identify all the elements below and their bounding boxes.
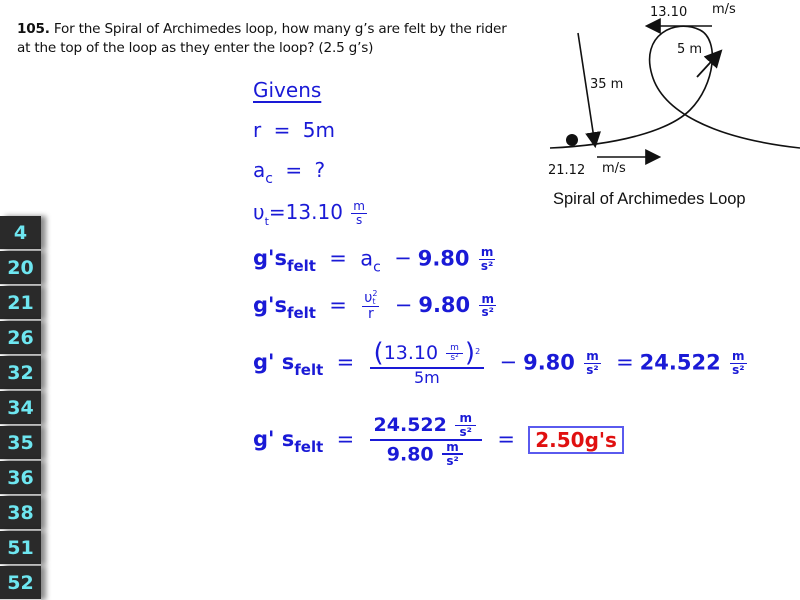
loop-track-icon <box>550 26 800 148</box>
equation-2 <box>253 290 498 322</box>
velocity-subscript: t <box>264 215 269 228</box>
result-unit <box>730 350 747 377</box>
equals-sign: = <box>273 118 291 142</box>
gravity-value: 9.80 <box>417 246 470 271</box>
velocity-value: 13.10 <box>285 200 343 224</box>
nav-tab[interactable]: 26 <box>0 321 41 355</box>
gs-label: g' s <box>253 350 295 375</box>
minus-sign: − <box>394 246 412 271</box>
nav-tab[interactable]: 36 <box>0 461 41 495</box>
question-body: For the Spiral of Archimedes loop, how many g’s are felt by the rider at the top of the loop as they enter the loop? (2.5 g’s) <box>17 21 507 56</box>
unit-numerator: m <box>481 291 494 306</box>
nav-tab[interactable]: 38 <box>0 496 41 530</box>
unit-denominator: s² <box>459 424 472 439</box>
givens-heading: Givens <box>253 78 322 102</box>
velocity-unit <box>351 200 367 227</box>
paren-close: ) <box>464 338 476 368</box>
unit-denominator: s² <box>732 362 745 377</box>
rider-ball-icon <box>566 134 578 146</box>
given-tangential-velocity <box>253 200 369 228</box>
equals-sign: = <box>285 158 303 182</box>
inner-value: 13.10 <box>383 342 439 365</box>
given-radius <box>253 118 335 142</box>
paren-open: ( <box>373 338 384 368</box>
final-answer-box: 2.50g's <box>528 426 624 454</box>
equation-4 <box>253 412 624 469</box>
gs-felt-symbol <box>253 350 324 380</box>
height-label: 35 m <box>590 77 624 92</box>
gs-label: g's <box>253 246 287 271</box>
unit-denominator: s² <box>446 454 459 469</box>
radius-symbol: r <box>253 118 262 142</box>
nav-tab[interactable]: 20 <box>0 251 41 285</box>
radius-label: 5 m <box>677 42 703 57</box>
intermediate-result: 24.522 <box>639 350 721 375</box>
bottom-speed-value: 21.12 <box>548 163 586 178</box>
gravity-unit <box>584 350 601 377</box>
velocity-squared-over-radius <box>370 340 485 387</box>
fraction-numerator <box>370 340 485 369</box>
unit-numerator: m <box>732 349 745 364</box>
velocity-symbol: υ <box>253 200 265 224</box>
minus-sign: − <box>394 293 413 318</box>
fraction-denominator: r <box>367 306 374 322</box>
unit-numerator: m <box>586 349 599 364</box>
equals-sign: = <box>336 427 355 452</box>
superscript: 2 <box>372 289 378 298</box>
equals-sign: = <box>616 350 634 375</box>
top-speed-unit: m/s <box>712 2 736 17</box>
nav-tab[interactable]: 52 <box>0 566 41 600</box>
gravity-unit <box>479 246 496 273</box>
gravity-value: 9.80 <box>418 293 471 318</box>
gravity-value: 9.80 <box>523 350 575 375</box>
gs-felt-symbol <box>253 246 316 276</box>
numerator-value: 24.522 <box>373 413 447 436</box>
fraction-denominator <box>385 441 467 469</box>
gs-subscript: felt <box>294 438 324 457</box>
diagram-caption: Spiral of Archimedes Loop <box>553 190 746 208</box>
accel-term: a <box>360 246 374 271</box>
unit-denominator: s² <box>450 352 459 363</box>
accel-subscript: c <box>373 259 381 276</box>
v-squared-over-r <box>362 290 379 322</box>
unit-denominator: s² <box>480 258 494 273</box>
fraction-denominator: 5m <box>413 368 440 388</box>
unit-numerator: m <box>455 412 476 426</box>
nav-tab[interactable]: 51 <box>0 531 41 565</box>
exponent: 2 <box>475 347 481 357</box>
equation-3 <box>253 340 749 387</box>
unit-numerator: m <box>480 245 494 259</box>
nav-tab[interactable]: 21 <box>0 286 41 320</box>
accel-subscript: c <box>265 171 273 187</box>
equation-1 <box>253 246 497 275</box>
question-number: 105. <box>17 21 50 37</box>
gs-subscript: felt <box>294 361 324 380</box>
loop-diagram <box>540 0 800 220</box>
denominator-value: 9.80 <box>386 443 434 466</box>
loop-diagram-svg <box>540 0 800 220</box>
unit-numerator: m <box>353 199 365 214</box>
equals-sign: = <box>329 246 347 271</box>
radius-value: 5m <box>302 118 335 142</box>
nav-tab[interactable]: 35 <box>0 426 41 460</box>
accel-symbol: a <box>253 158 266 182</box>
nav-tab[interactable]: 34 <box>0 391 41 425</box>
bottom-speed-unit: m/s <box>602 161 626 176</box>
slide-nav-sidebar <box>0 216 50 600</box>
gs-felt-symbol <box>253 427 324 457</box>
equals-sign: = <box>336 350 355 375</box>
unit-denominator: s <box>356 212 363 227</box>
unit-numerator: m <box>446 344 463 354</box>
minus-sign: − <box>499 350 518 375</box>
gs-label: g' s <box>253 427 295 452</box>
equals-sign: = <box>268 200 286 224</box>
top-speed-value: 13.10 <box>650 5 688 20</box>
unit-denominator: s² <box>481 305 494 320</box>
denominator-unit <box>442 441 463 469</box>
fraction-numerator <box>370 412 482 441</box>
unit-denominator: s² <box>586 362 599 377</box>
gs-subscript: felt <box>286 257 316 276</box>
gravity-unit <box>479 293 496 320</box>
accel-over-gravity <box>370 412 482 469</box>
inner-unit <box>446 344 463 364</box>
gs-subscript: felt <box>286 304 316 323</box>
velocity-symbol: υ <box>364 290 373 306</box>
subscript: t <box>372 297 376 306</box>
equals-sign: = <box>497 427 515 452</box>
accel-value: ? <box>314 158 326 182</box>
given-centripetal-accel <box>253 158 325 187</box>
numerator-unit <box>455 412 476 439</box>
nav-tab[interactable]: 32 <box>0 356 41 390</box>
unit-numerator: m <box>442 441 463 456</box>
question-text <box>17 20 517 58</box>
equals-sign: = <box>329 293 347 318</box>
gs-felt-symbol <box>253 293 316 323</box>
fraction-numerator <box>362 290 379 307</box>
gs-label: g's <box>253 293 287 318</box>
nav-tab[interactable]: 4 <box>0 216 41 250</box>
